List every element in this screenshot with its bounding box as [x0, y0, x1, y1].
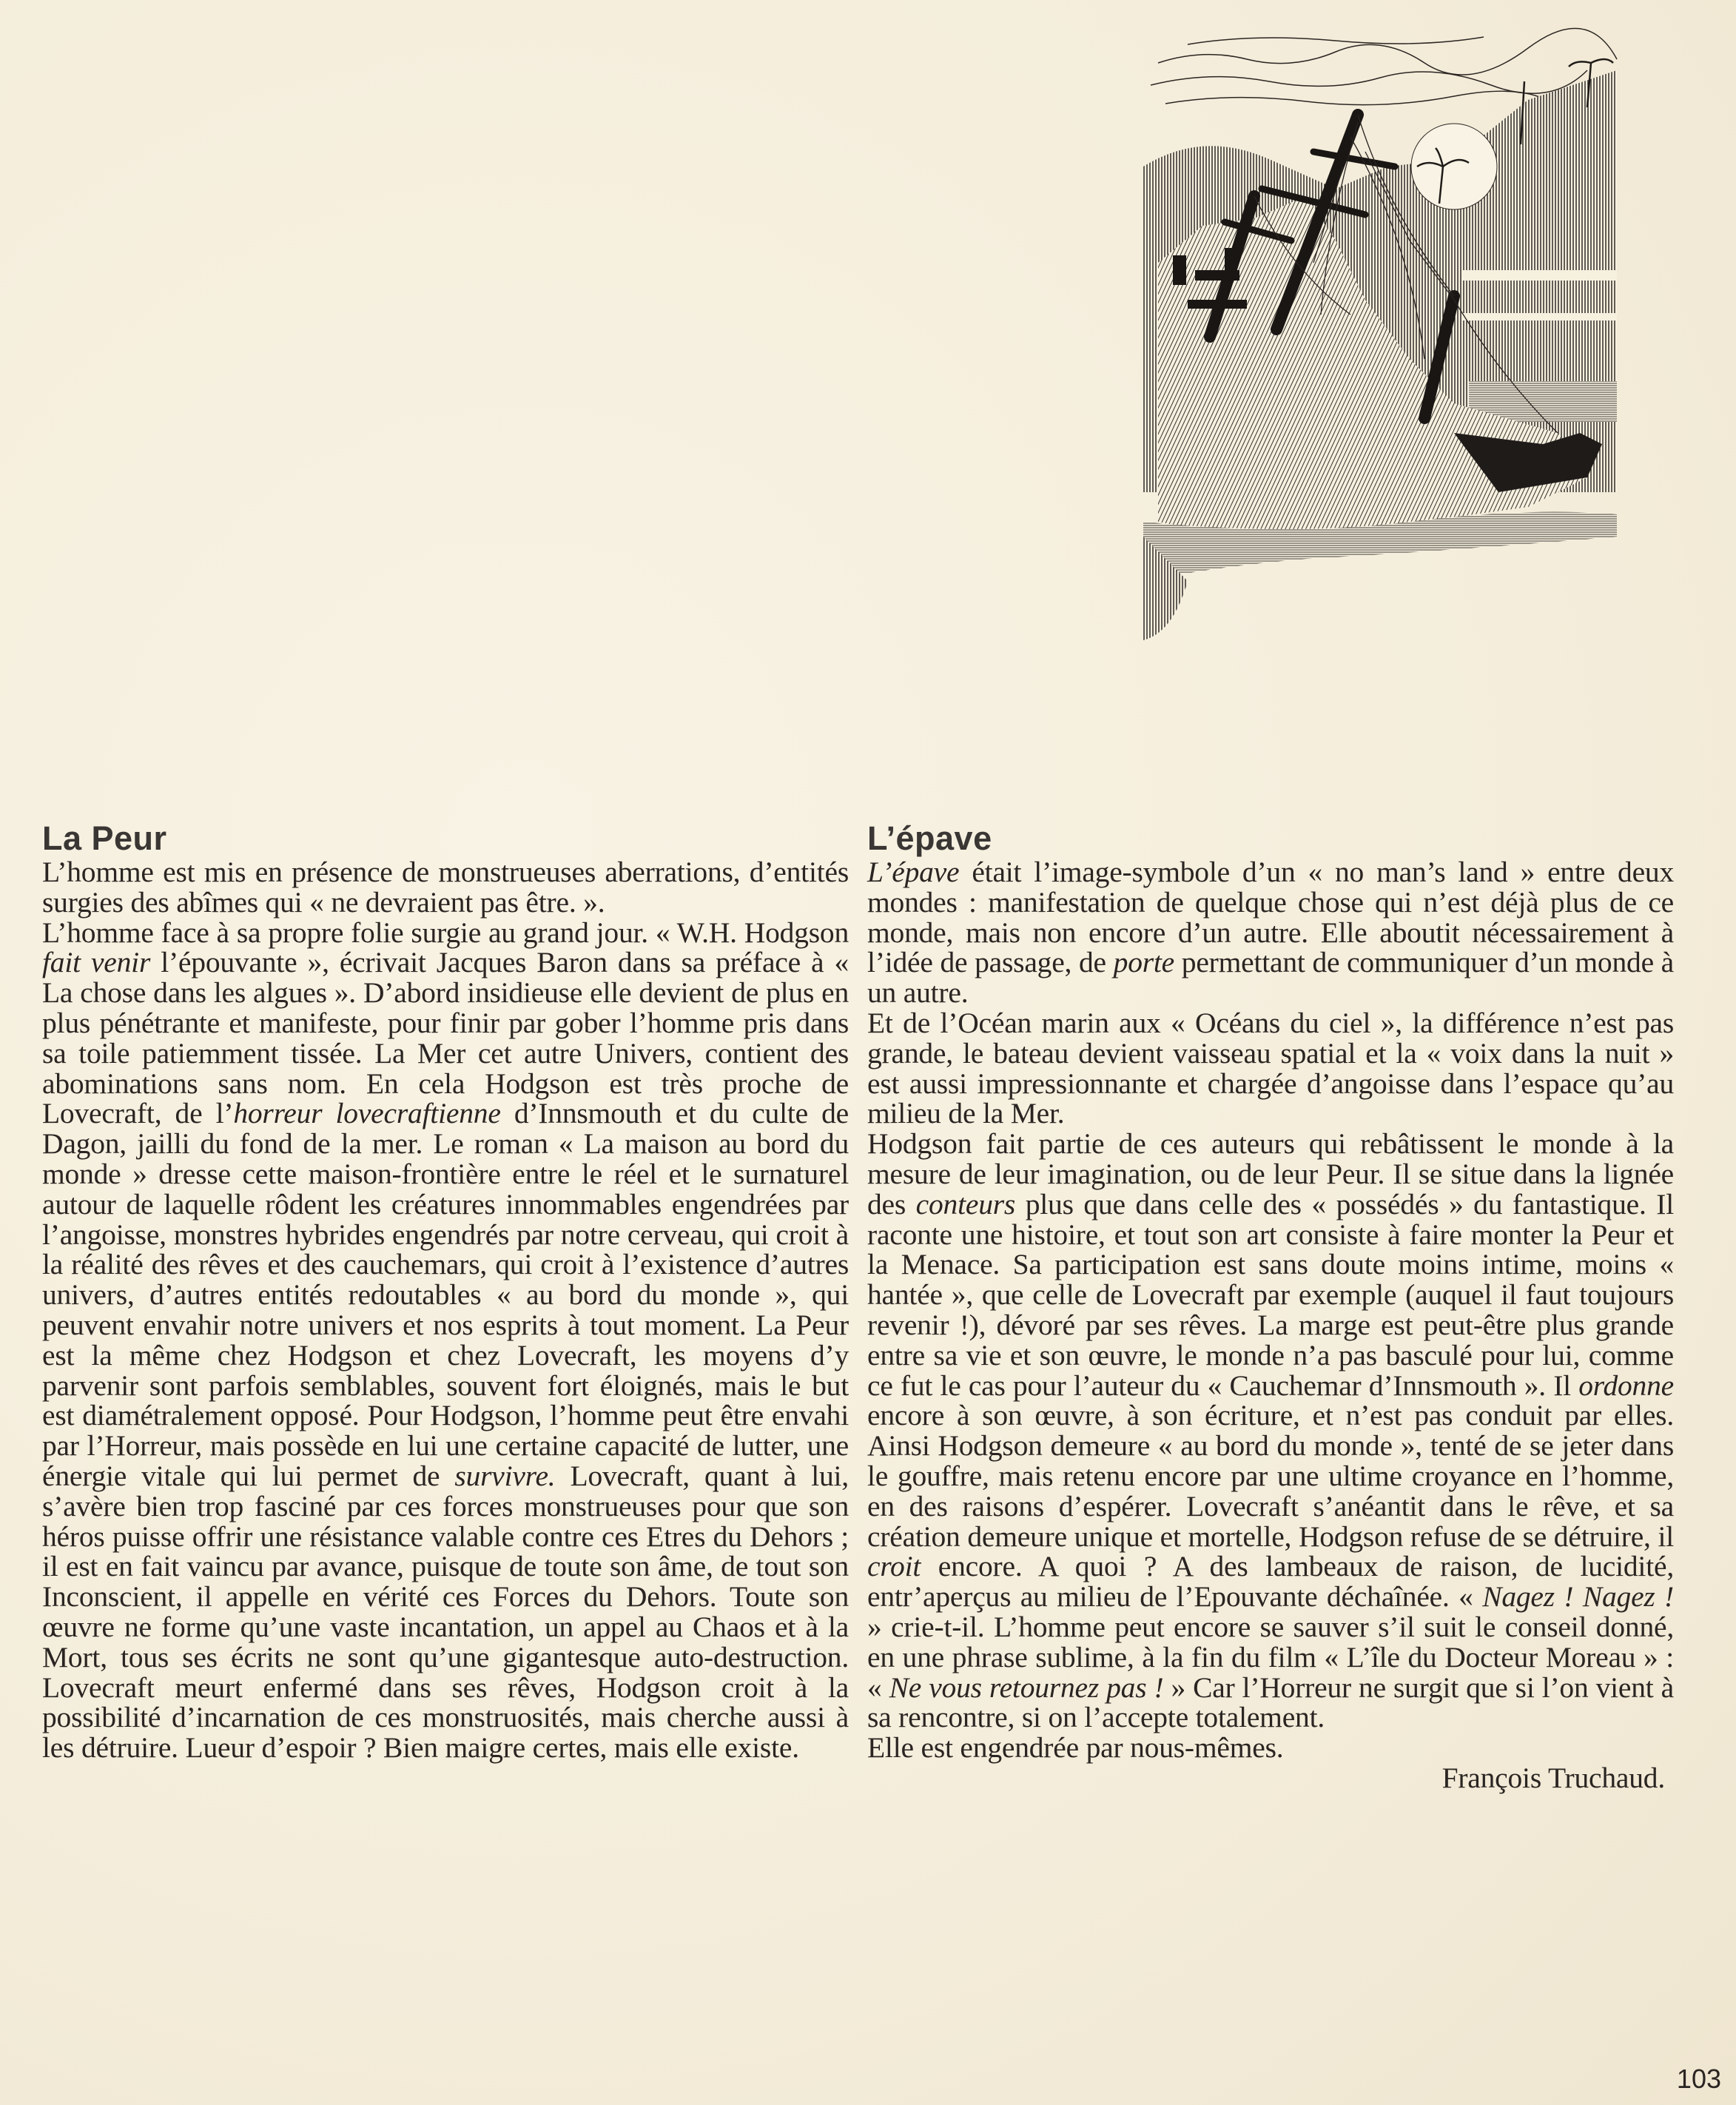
italic-text: croit	[867, 1550, 921, 1583]
italic-text: horreur lovecraftienne	[233, 1097, 501, 1130]
italic-text: ordonne	[1578, 1369, 1674, 1402]
text-run: l’épouvante », écrivait Jacques Baron dans sa préface à « La chose dans les algues ». D’abord insidieuse elle devient de plus en plus pénétrante et manifeste, pour finir par gober l’homme pris dans sa toile patiemment tissée. La Mer cet autre Univers, contient des abominations sans nom. En cela Hodgson est très proche de Lovecraft, de l’	[42, 946, 849, 1130]
setting-sun	[1411, 124, 1497, 209]
section-la-peur	[42, 819, 850, 1765]
paragraph	[867, 857, 1674, 1008]
paragraph	[42, 918, 849, 1763]
text-run: L’homme face à sa propre folie surgie au grand jour. « W.H. Hodgson	[42, 916, 849, 949]
text-run: Hodgson fait partie de ces auteurs qui rebâtissent le monde à la mesure de leur imagination, ou de leur Peur. Il se situe dans la lignée des	[867, 1127, 1674, 1221]
text-run: d’Innsmouth et du culte de Dagon, jailli du fond de la mer. Le roman « La maison au bord du monde » dresse cette maison-frontière entre le réel et le surnaturel autour de laquelle rôdent les créatures innommables engendrées par l’angoisse, monstres hybrides engendrés par notre cerveau, qui croit à la réalité des rêves et des cauchemars, qui croit à l’existence d’autres univers, d’autres entités redoutables « au bord du monde », qui peuvent envahir notre univers et nos esprits à tout moment. La Peur est la même chez Hodgson et chez Lovecraft, les moyens d’y parvenir sont parfois semblables, souvent fort éloignés, mais le but est diamétralement opposé. Pour Hodgson, l’homme peut être envahi par l’Horreur, mais possède en lui une certaine capacité de lutter, une énergie vitale qui lui permet de	[42, 1097, 850, 1492]
page-number: 103	[1676, 2064, 1721, 2094]
text-run: » crie-t-il. L’homme peut encore se sauver s’il suit le conseil donné, en une phrase sublime, à la fin du film « L’île du Docteur Moreau » : «	[867, 1610, 1674, 1704]
paragraph	[42, 857, 849, 918]
paragraph	[867, 1129, 1674, 1733]
italic-text: fait venir	[42, 946, 151, 979]
section-heading: L’épave	[867, 819, 992, 857]
section-body	[867, 857, 1674, 1763]
paragraph	[867, 1008, 1674, 1129]
author-signature: François Truchaud.	[1441, 1761, 1665, 1794]
italic-text: porte	[1113, 946, 1175, 979]
section-heading: La Peur	[42, 819, 167, 857]
shipwreck-drawing	[1143, 19, 1661, 670]
text-run: encore. A quoi ? A des lambeaux de raison, de lucidité, entr’aperçus au milieu de l’Epouvante déchaînée. «	[867, 1550, 1674, 1614]
text-run: était l’image-symbole d’un « no man’s land » entre deux mondes : manifestation de quelque chose qui n’est déjà plus de ce monde, mais non encore d’un autre. Elle aboutit nécessairement à l’idée de passage, de	[867, 856, 1674, 979]
text-run: Et de l’Océan marin aux « Océans du ciel », la différence n’est pas grande, le bateau devient vaisseau spatial et la « voix dans la nuit » est aussi impressionnante et chargée d’angoisse dans l’espace qu’au milieu de la Mer.	[867, 1006, 1674, 1130]
italic-text: Ne vous retournez pas !	[889, 1671, 1164, 1704]
text-run: permettant de communiquer d’un monde à un autre.	[867, 946, 1674, 1010]
paragraph	[867, 1733, 1674, 1763]
section-body	[42, 857, 849, 1763]
italic-text: conteurs	[915, 1187, 1016, 1221]
section-l-epave	[867, 819, 1675, 1794]
text-run: Elle est engendrée par nous-mêmes.	[867, 1731, 1284, 1765]
italic-text: Nagez ! Nagez !	[1482, 1580, 1675, 1614]
text-run: L’homme est mis en présence de monstrueuses aberrations, d’entités surgies des abîmes qui « ne devraient pas être. ».	[42, 856, 849, 919]
text-run: Lovecraft, quant à lui, s’avère bien trop fasciné par ces forces monstrueuses pour que son héros puisse offrir une résistance valable contre ces Etres du Dehors ; il est en fait vaincu par avance, puisque de toute son âme, de tout son Inconscient, il appelle en vérité ces Forces du Dehors. Toute son œuvre ne forme qu’une vaste incantation, un appel au Chaos et à la Mort, tous ses écrits ne sont qu’une gigantesque auto-destruction. Lovecraft meurt enfermé dans ses rêves, Hodgson croit à la possibilité d’incarnation de ces monstruosités, mais cherche aussi à les détruire. Lueur d’espoir ? Bien maigre certes, mais elle existe.	[42, 1459, 849, 1765]
text-run: » Car l’Horreur ne surgit que si l’on vient à sa rencontre, si on l’accepte totalement.	[867, 1671, 1674, 1734]
text-run: encore à son œuvre, à son écriture, et n’est pas conduit par elles. Ainsi Hodgson demeure « au bord du monde », tenté de se jeter dans le gouffre, mais retenu encore par une ultime croyance en l’homme, en des raisons d’espérer. Lovecraft s’anéantit dans le rêve, et sa création demeure unique et mortelle, Hodgson refuse de se détruire, il	[867, 1399, 1674, 1553]
italic-text: survivre.	[454, 1459, 556, 1492]
shipwreck-illustration	[1143, 19, 1661, 670]
italic-text: L’épave	[867, 856, 960, 888]
text-run: plus que dans celle des « possédés » du fantastique. Il raconte une histoire, et tout son art consiste à faire monter la Peur et la Menace. Sa participation est sans doute moins intime, moins « hantée », que celle de Lovecraft par exemple (auquel il faut toujours revenir !), dévoré par ses rêves. La marge est peut-être plus grande entre sa vie et son œuvre, le monde n’a pas basculé pour lui, comme ce fut le cas pour l’auteur du « Cauchemar d’Innsmouth ». Il	[867, 1187, 1674, 1402]
